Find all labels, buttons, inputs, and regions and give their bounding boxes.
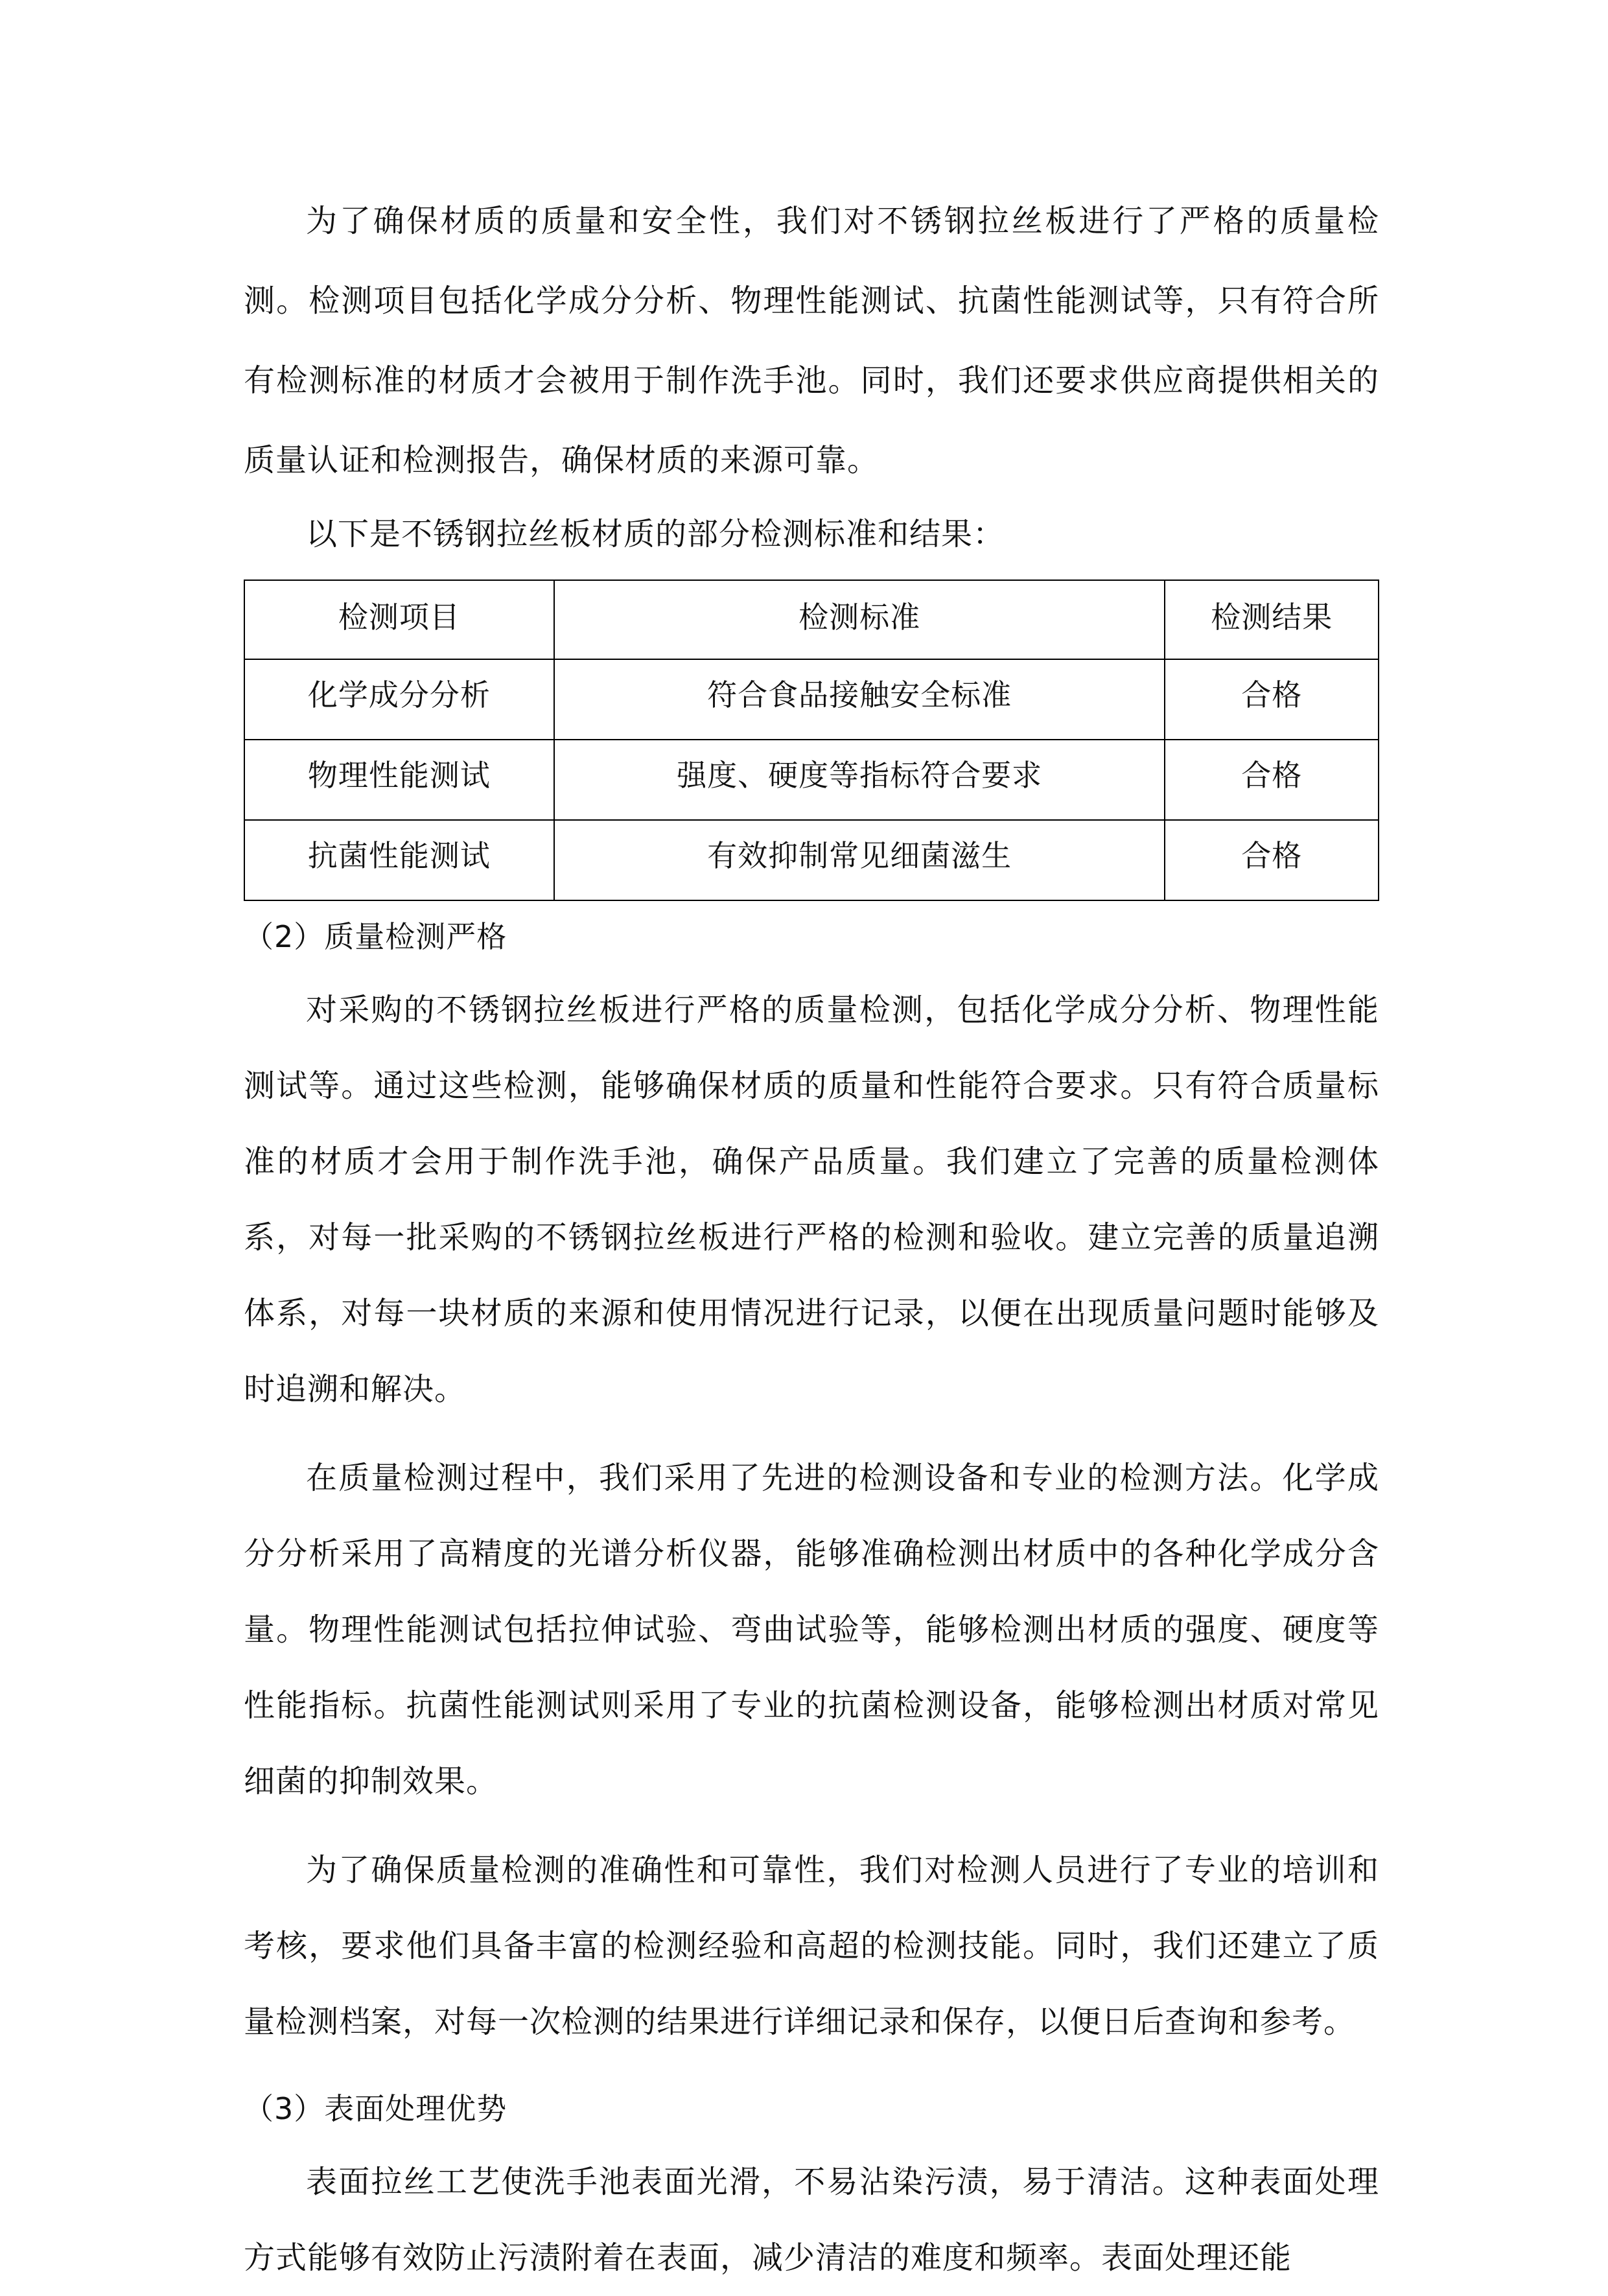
header-result: 检测结果 <box>1165 580 1379 659</box>
table-cell-item: 抗菌性能测试 <box>244 820 554 900</box>
table-cell-item: 化学成分分析 <box>244 659 554 740</box>
document-page <box>244 182 1379 2296</box>
table-cell-standard: 强度、硬度等指标符合要求 <box>554 740 1165 820</box>
table-cell-result: 合格 <box>1165 820 1379 900</box>
intro-paragraph: 为了确保材质的质量和安全性，我们对不锈钢拉丝板进行了严格的质量检测。检测项目包括化学成分分析、物理性能测试、抗菌性能测试等，只有符合所有检测标准的材质才会被用于制作洗手池。同时，我们还要求供应商提供相关的质量认证和检测报告，确保材质的来源可靠。 <box>244 203 1379 478</box>
table-cell-standard: 有效抑制常见细菌滋生 <box>554 820 1165 900</box>
table-cell-result: 合格 <box>1165 740 1379 820</box>
table-cell-item: 物理性能测试 <box>244 740 554 820</box>
table-cell-standard: 符合食品接触安全标准 <box>554 659 1165 740</box>
table-row <box>244 820 1379 900</box>
table-cell-result: 合格 <box>1165 659 1379 740</box>
section-2-paragraph-1: 对采购的不锈钢拉丝板进行严格的质量检测，包括化学成分分析、物理性能测试等。通过这些检测，能够确保材质的质量和性能符合要求。只有符合质量标准的材质才会用于制作洗手池，确保产品质量。我们建立了完善的质量检测体系，对每一批采购的不锈钢拉丝板进行严格的检测和验收。建立完善的质量追溯体系，对每一块材质的来源和使用情况进行记录，以便在出现质量问题时能够及时追溯和解决。 <box>244 992 1379 1407</box>
inspection-table <box>244 580 1379 901</box>
header-item: 检测项目 <box>244 580 554 659</box>
table-header-row <box>244 580 1379 659</box>
section-3-paragraph-1: 表面拉丝工艺使洗手池表面光滑，不易沾染污渍，易于清洁。这种表面处理方式能够有效防止污渍附着在表面，减少清洁的难度和频率。表面处理还能 <box>244 2164 1379 2276</box>
table-row <box>244 740 1379 820</box>
table-intro-paragraph: 以下是不锈钢拉丝板材质的部分检测标准和结果： <box>306 516 1005 552</box>
table-row <box>244 659 1379 740</box>
section-3-heading: （3）表面处理优势 <box>244 2091 507 2126</box>
section-2-paragraph-3: 为了确保质量检测的准确性和可靠性，我们对检测人员进行了专业的培训和考核，要求他们具备丰富的检测经验和高超的检测技能。同时，我们还建立了质量检测档案，对每一次检测的结果进行详细记录和保存，以便日后查询和参考。 <box>244 1852 1379 2040</box>
section-2-heading: （2）质量检测严格 <box>244 919 507 954</box>
header-standard: 检测标准 <box>554 580 1165 659</box>
section-2-paragraph-2: 在质量检测过程中，我们采用了先进的检测设备和专业的检测方法。化学成分分析采用了高精度的光谱分析仪器，能够准确检测出材质中的各种化学成分含量。物理性能测试包括拉伸试验、弯曲试验等，能够检测出材质的强度、硬度等性能指标。抗菌性能测试则采用了专业的抗菌检测设备，能够检测出材质对常见细菌的抑制效果。 <box>244 1460 1379 1799</box>
